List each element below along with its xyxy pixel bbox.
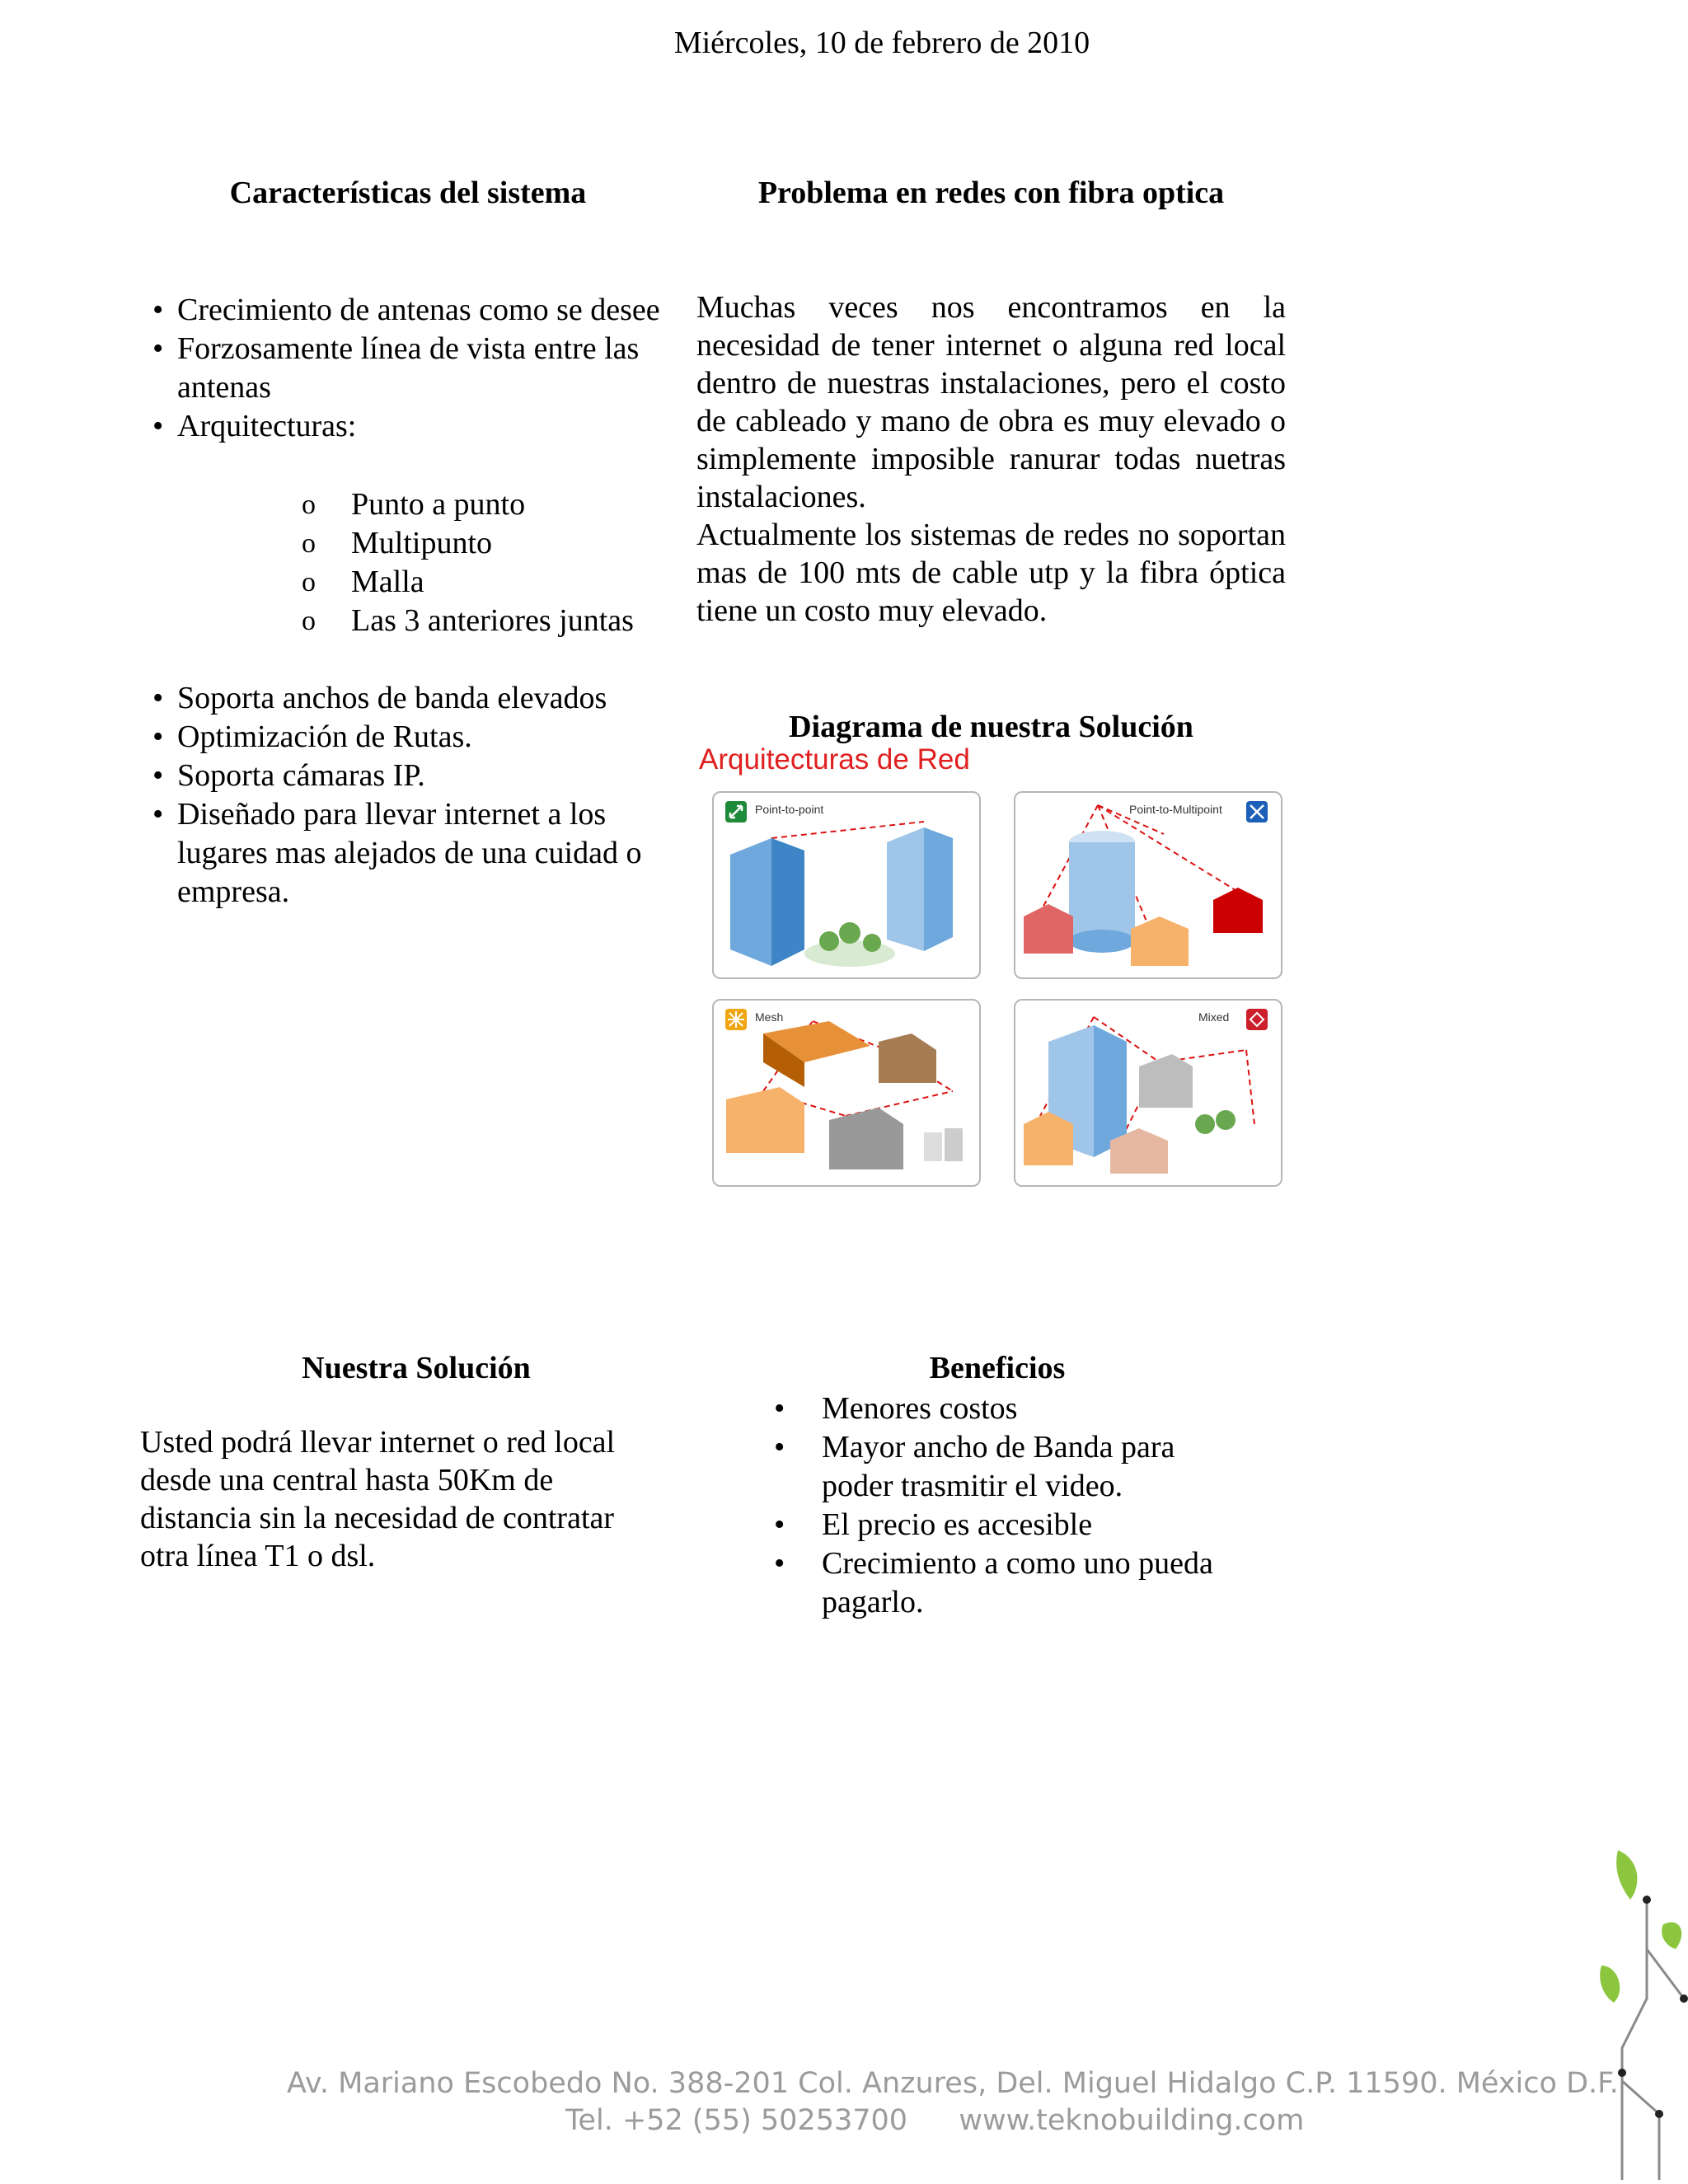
beneficios-list [774, 1390, 1252, 1622]
panel-label: Point-to-point [755, 803, 824, 816]
footer-website[interactable]: www.teknobuilding.com [959, 2104, 1305, 2137]
diagrama-title: Diagrama de nuestra Solución [789, 710, 1193, 744]
beneficios-title: Beneficios [929, 1351, 1066, 1385]
problema-paragraph-1: Muchas veces nos encontramos en la necesidad de tener internet o alguna red local dentro de nuestras instalaciones, pero el costo de cableado y mano de obra es muy elevado o simplemente imposible ranurar todas nuetras instalaciones. [696, 290, 1286, 514]
solucion-text: Usted podrá llevar internet o red local desde una central hasta 50Km de distancia sin la necesidad de contratar otra línea T1 o dsl. [140, 1425, 616, 1573]
list-item: • Menores costos [774, 1390, 1252, 1428]
panel-label: Mesh [755, 1010, 784, 1024]
problema-text [696, 288, 1286, 630]
footer-phone: Tel. +52 (55) 50253700 [565, 2104, 908, 2137]
footer-contact [565, 2104, 1304, 2137]
footer-address: Av. Mariano Escobedo No. 388-201 Col. Anzures, Del. Miguel Hidalgo C.P. 11590. México D.F. [287, 2067, 1619, 2100]
panel-mesh [712, 999, 981, 1187]
list-item: • Diseñado para llevar internet a los lugares mas alejados de una cuidad o empresa. [152, 795, 663, 912]
solucion-title: Nuestra Solución [302, 1351, 531, 1385]
panel-point-to-multipoint [1014, 791, 1282, 979]
mesh-illustration [714, 1001, 979, 1185]
problema-paragraph-2: Actualmente los sistemas de redes no soportan mas de 100 mts de cable utp y la fibra óptica tiene un costo muy elevado. [696, 518, 1286, 628]
problema-title: Problema en redes con fibra optica [757, 176, 1225, 210]
list-item: o Multipunto [302, 524, 673, 563]
header-date: Miércoles, 10 de febrero de 2010 [673, 26, 1090, 60]
caracteristicas-list-2 [152, 679, 663, 912]
diagrama-subtitle: Arquitecturas de Red [699, 743, 970, 776]
list-item: o Malla [302, 563, 673, 602]
arquitecturas-sublist [302, 485, 673, 640]
list-item: • Soporta anchos de banda elevados [152, 679, 663, 718]
list-item: • Forzosamente línea de vista entre las antenas [152, 330, 672, 407]
caracteristicas-list [152, 291, 672, 446]
panel-point-to-point [712, 791, 981, 979]
caracteristicas-title: Características del sistema [229, 176, 587, 210]
panel-mixed [1014, 999, 1282, 1187]
point-to-point-illustration [714, 793, 979, 977]
list-item: o Las 3 anteriores juntas [302, 602, 673, 640]
list-item: o Punto a punto [302, 485, 673, 524]
list-item: • Crecimiento a como uno pueda pagarlo. [774, 1544, 1252, 1622]
list-item: • Crecimiento de antenas como se desee [152, 291, 672, 330]
mixed-illustration [1015, 1001, 1281, 1185]
point-to-multipoint-illustration [1015, 793, 1281, 977]
list-item: • El precio es accesible [774, 1506, 1252, 1544]
leaf-circuit-decoration [1597, 1834, 1688, 2180]
list-item: • Soporta cámaras IP. [152, 757, 663, 795]
list-item: • Mayor ancho de Banda para poder trasmitir el video. [774, 1428, 1252, 1506]
panel-label: Mixed [1198, 1010, 1230, 1024]
panel-label: Point-to-Multipoint [1129, 803, 1222, 816]
list-item: • Arquitecturas: [152, 407, 672, 446]
list-item: • Optimización de Rutas. [152, 718, 663, 757]
